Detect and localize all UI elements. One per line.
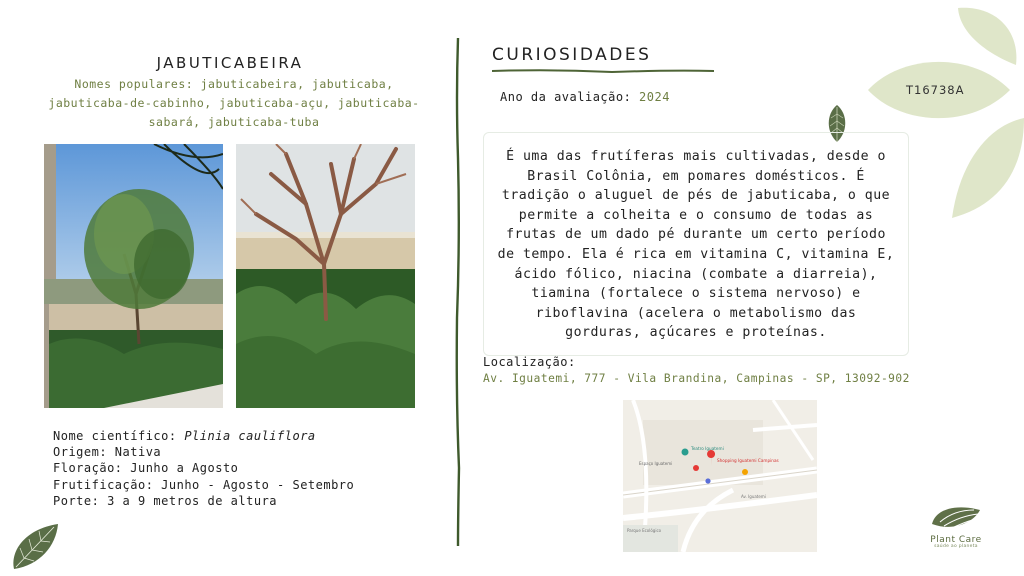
fruiting-row: Frutificação: Junho - Agosto - Setembro [53, 477, 355, 492]
map-pin-theatre[interactable] [682, 449, 689, 456]
map-pin-restaurant[interactable] [742, 469, 748, 475]
evaluation-year-value: 2024 [639, 90, 670, 104]
plant-name-title: JABUTICABEIRA [156, 54, 304, 72]
leaf-decoration [860, 0, 1024, 230]
scientific-name-label: Nome científico: [53, 429, 185, 443]
location-map[interactable] [623, 400, 817, 552]
plant-tag-code: T16738A [906, 83, 965, 97]
tree-photo-1 [44, 144, 223, 408]
map-label-avenue: Av. Iguatemi [741, 494, 766, 499]
brand-logo-icon [930, 502, 982, 534]
tree-photo-2 [236, 144, 415, 408]
map-label-space: Espaço Iguatemi [639, 461, 673, 466]
location-address: Av. Iguatemi, 777 - Vila Brandina, Campinas - SP, 13092-902 [483, 372, 910, 385]
plant-details [53, 428, 354, 509]
popular-names: Nomes populares: jabuticabeira, jabuticaba, jabuticaba-de-cabinho, jabuticaba-açu, jabuticaba-sabará, jabuticaba-tuba [48, 77, 420, 129]
flowering-row: Floração: Junho a Agosto [53, 461, 239, 476]
map-pin-transit[interactable] [705, 478, 710, 483]
vertical-divider [453, 38, 463, 546]
scientific-name-value: Plinia cauliflora [184, 429, 316, 443]
brand-name: Plant Care [930, 535, 982, 545]
scientific-name-row [53, 428, 354, 444]
size-row: Porte: 3 a 9 metros de altura [53, 493, 278, 508]
location-label: Localização: [483, 355, 576, 369]
map-label-theatre: Teatro Iguatemi [691, 446, 724, 451]
map-pin-secondary[interactable] [693, 465, 699, 471]
map-label-shopping: Shopping Iguatemi Campinas [717, 458, 779, 463]
map-label-park: Parque Ecológico [627, 528, 662, 533]
evaluation-year [500, 90, 670, 104]
title-underline [492, 66, 714, 76]
brand-tagline: saúde ao planeta [934, 544, 978, 549]
curiosities-title: CURIOSIDADES [492, 45, 652, 65]
curiosities-text: É uma das frutíferas mais cultivadas, desde o Brasil Colônia, em pomares domésticos. É tradição o aluguel de pés de jabuticaba, o que permite a colheita e o consumo de todas as frutas de um dado pé durante um certo período de tempo. Ela é rica em vitamina C, vitamina E, ácido fólico, niacina (combate a diarreia), tiamina (fortalece o sistema nervoso) e riboflavina (acelera o metabolismo das gorduras, açúcares e proteínas. [497, 149, 895, 341]
origin-row: Origem: Nativa [53, 445, 162, 460]
leaf-icon-bottom [10, 521, 60, 571]
evaluation-year-label: Ano da avaliação: [500, 90, 640, 104]
